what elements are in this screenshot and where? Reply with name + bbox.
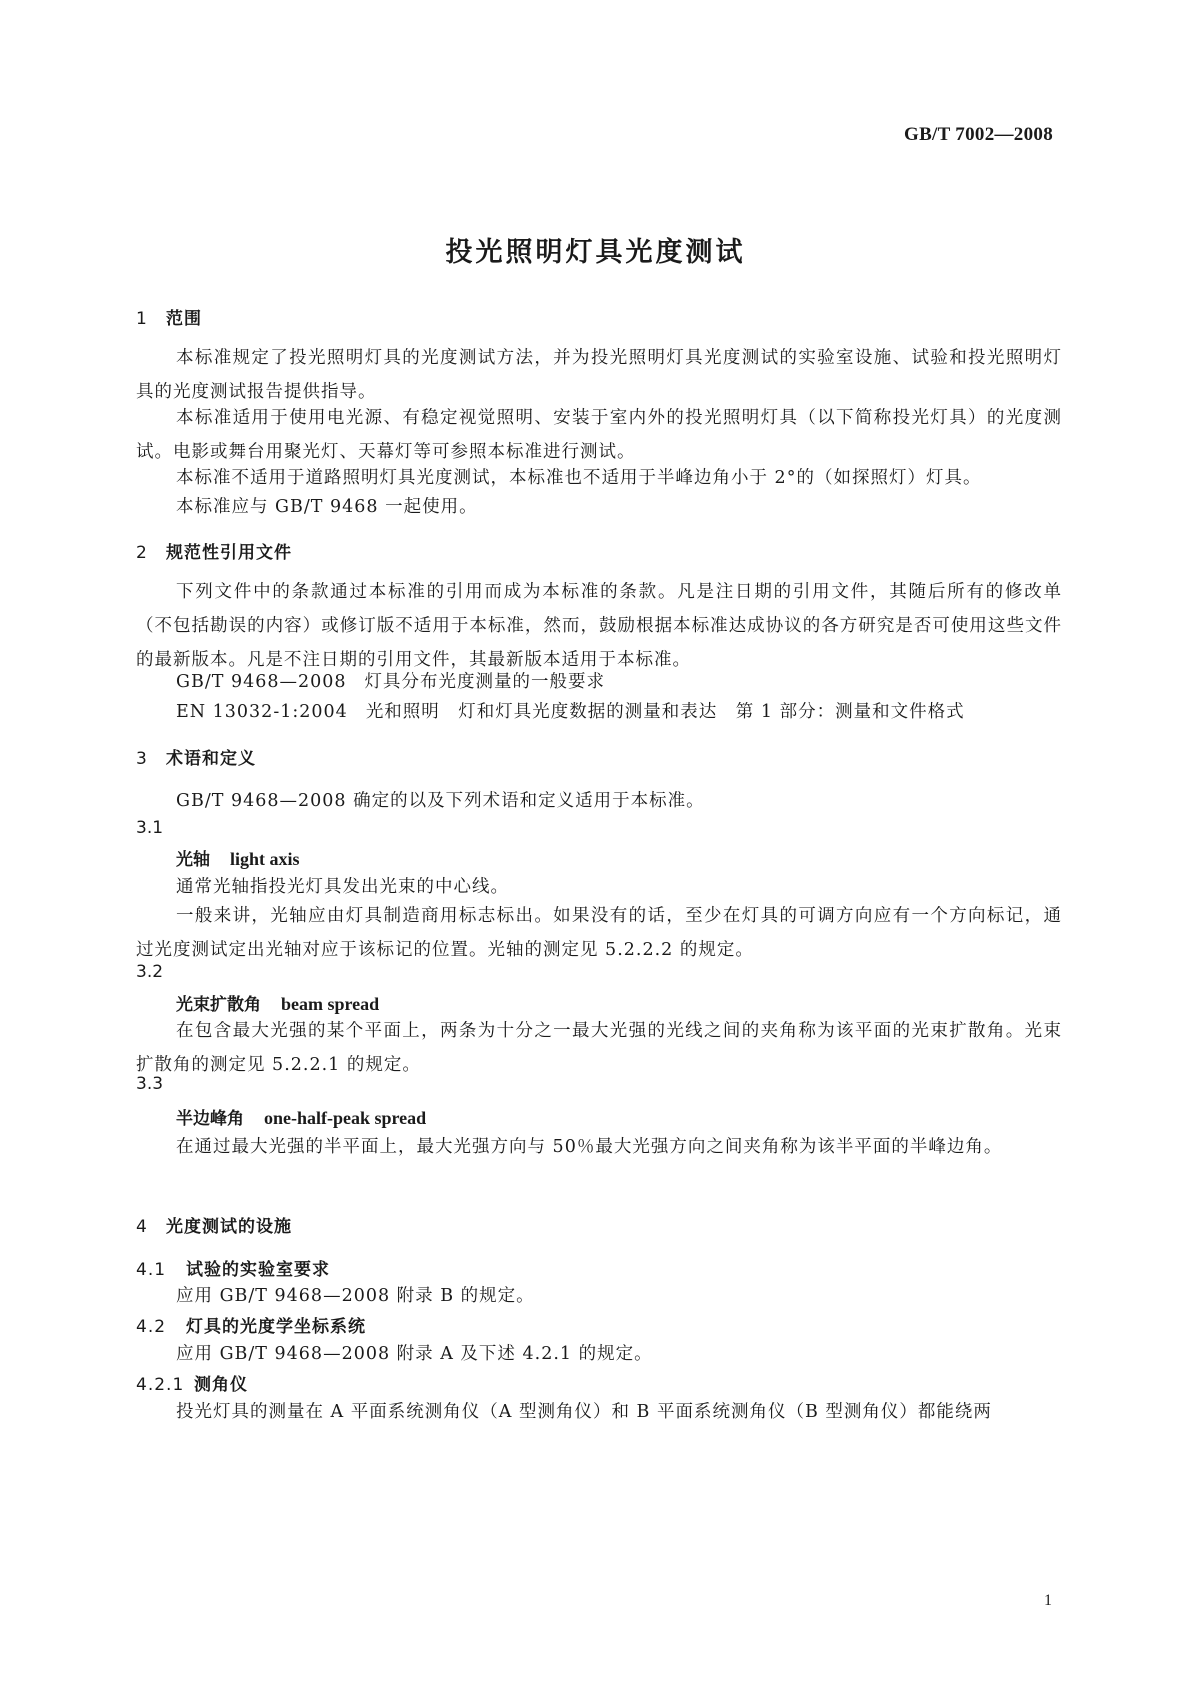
term-zh: 光束扩散角 [176, 995, 261, 1015]
reference-title: 灯具分布光度测量的一般要求 [364, 672, 606, 692]
paragraph: 本标准不适用于道路照明灯具光度测试，本标准也不适用于半峰边角小于 2°的（如探照灯）灯具。 [176, 468, 982, 488]
section-number: 1 [136, 309, 148, 329]
paragraph: 应用 GB/T 9468—2008 附录 B 的规定。 [176, 1286, 535, 1306]
term-zh: 半边峰角 [176, 1109, 244, 1129]
subsection-number: 4.2.1 [136, 1375, 185, 1395]
normative-reference [176, 698, 965, 723]
term-en: light axis [230, 849, 300, 869]
section-number: 4 [136, 1217, 148, 1237]
paragraph: 投光灯具的测量在 A 平面系统测角仪（A 型测角仪）和 B 平面系统测角仪（B 型测角仪）都能绕两 [176, 1402, 992, 1422]
section-2-heading [136, 538, 292, 563]
term-number: 3.1 [136, 818, 164, 838]
subsection-title: 灯具的光度学坐标系统 [186, 1317, 366, 1337]
paragraph: 应用 GB/T 9468—2008 附录 A 及下述 4.2.1 的规定。 [176, 1344, 653, 1364]
term-zh: 光轴 [176, 850, 210, 870]
page-number: 1 [1044, 1592, 1052, 1609]
term-number: 3.3 [136, 1074, 164, 1094]
term-name [176, 990, 379, 1015]
definition: 在通过最大光强的半平面上，最大光强方向与 50％最大光强方向之间夹角称为该半平面的半峰边角。 [176, 1137, 1003, 1157]
section-title: 规范性引用文件 [166, 543, 292, 563]
subsection-4-2-heading [136, 1312, 366, 1337]
paragraph: 下列文件中的条款通过本标准的引用而成为本标准的条款。凡是注日期的引用文件，其随后所有的修改单（不包括勘误的内容）或修订版不适用于本标准，然而，鼓励根据本标准达成协议的各方研究是否可使用这些文件的最新版本。凡是不注日期的引用文件，其最新版本适用于本标准。 [136, 582, 1062, 670]
section-title: 范围 [166, 309, 202, 329]
subsection-title: 测角仪 [194, 1375, 248, 1395]
term-number: 3.2 [136, 962, 164, 982]
section-3-heading [136, 744, 256, 769]
paragraph: 本标准适用于使用电光源、有稳定视觉照明、安装于室内外的投光照明灯具（以下简称投光灯具）的光度测试。电影或舞台用聚光灯、天幕灯等可参照本标准进行测试。 [136, 408, 1062, 462]
definition: 在包含最大光强的某个平面上，两条为十分之一最大光强的光线之间的夹角称为该平面的光束扩散角。光束扩散角的测定见 5.2.2.1 的规定。 [136, 1021, 1062, 1075]
section-number: 2 [136, 543, 148, 563]
reference-code: EN 13032-1:2004 [176, 702, 348, 722]
section-number: 3 [136, 749, 148, 769]
standard-number: GB/T 7002—2008 [903, 124, 1053, 145]
term-name [176, 845, 300, 870]
subsection-number: 4.2 [136, 1317, 167, 1337]
subsection-number: 4.1 [136, 1260, 167, 1280]
subsection-4-2-1-heading [136, 1370, 248, 1395]
term-en: one-half-peak spread [264, 1108, 427, 1128]
paragraph: 本标准规定了投光照明灯具的光度测试方法，并为投光照明灯具光度测试的实验室设施、试验和投光照明灯具的光度测试报告提供指导。 [136, 348, 1062, 402]
normative-reference [176, 668, 605, 693]
subsection-4-1-heading [136, 1255, 330, 1280]
reference-code: GB/T 9468—2008 [176, 672, 347, 692]
section-title: 光度测试的设施 [166, 1217, 292, 1237]
section-4-heading [136, 1212, 292, 1237]
paragraph: GB/T 9468—2008 确定的以及下列术语和定义适用于本标准。 [176, 791, 705, 811]
paragraph: 本标准应与 GB/T 9468 一起使用。 [176, 497, 478, 517]
reference-title: 光和照明 灯和灯具光度数据的测量和表达 第 1 部分：测量和文件格式 [365, 702, 965, 722]
subsection-title: 试验的实验室要求 [186, 1260, 330, 1280]
term-name [176, 1104, 426, 1129]
section-title: 术语和定义 [166, 749, 256, 769]
definition: 通常光轴指投光灯具发出光束的中心线。 [176, 877, 509, 897]
definition: 一般来讲，光轴应由灯具制造商用标志标出。如果没有的话，至少在灯具的可调方向应有一个方向标记，通过光度测试定出光轴对应于该标记的位置。光轴的测定见 5.2.2.2 的规定。 [136, 906, 1062, 960]
term-en: beam spread [281, 994, 380, 1014]
section-1-heading [136, 304, 202, 329]
document-title: 投光照明灯具光度测试 [445, 237, 746, 268]
